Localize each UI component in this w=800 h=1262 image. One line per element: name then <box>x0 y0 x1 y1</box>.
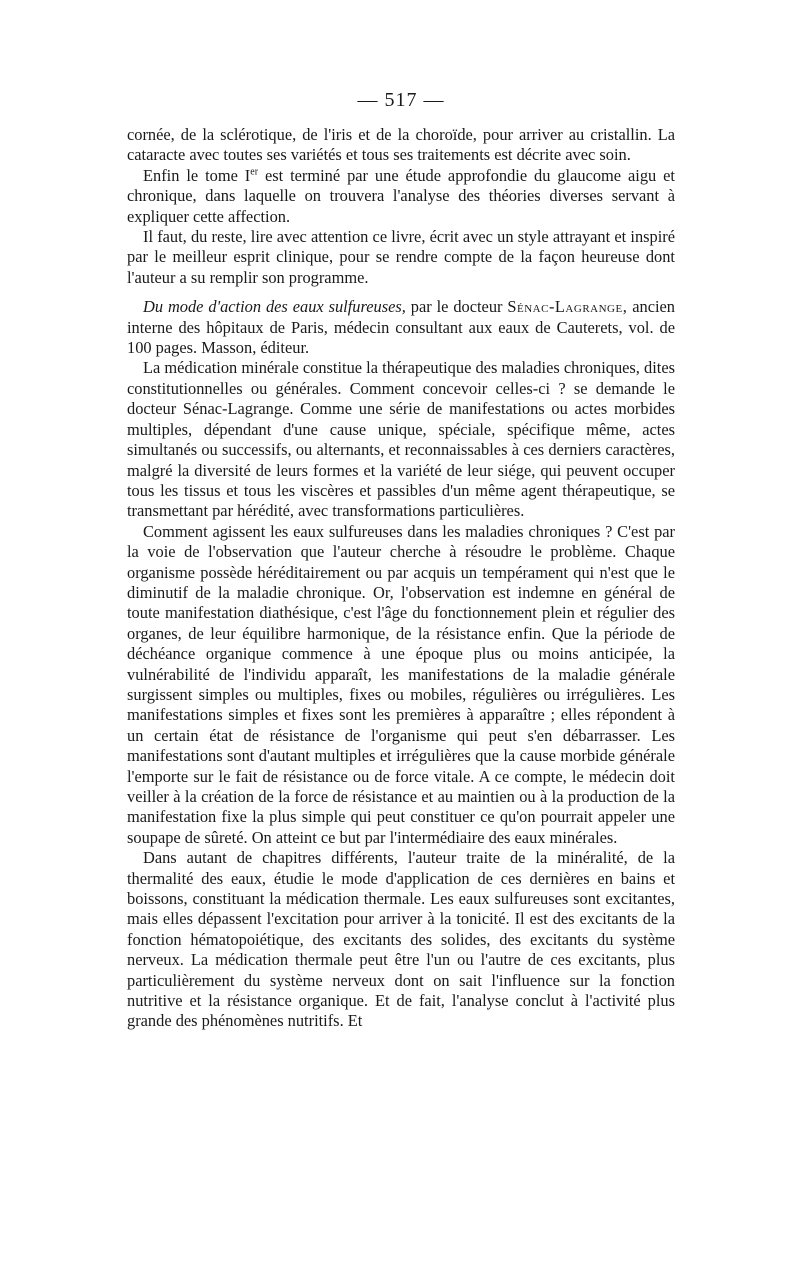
book-page <box>127 88 675 1032</box>
paragraph-cornea-continuation: cornée, de la sclérotique, de l'iris et de la choroïde, pour arriver au cristallin. La cataracte avec toutes ses variétés et tous ses traitements est décrite avec soin. <box>127 125 675 165</box>
paragraph-sulfurous-waters: Comment agissent les eaux sulfureuses dans les maladies chroniques ? C'est par la voie de l'observation que l'auteur cherche à résoudre le problème. Chaque organisme possède héréditairement ou par acquis un tempérament qui n'est que le diminutif de la maladie chronique. Or, l'observation est indemne en général de toute manifestation diathésique, c'est l'âge du fonctionnement plein et régulier des organes, de leur équilibre harmonique, de la résistance enfin. Que la période de déchéance organique commence à une époque plus ou moins anticipée, la vulnérabilité de l'individu apparaît, les manifestations de la maladie générale surgissent simples ou multiples, fixes ou mobiles, régulières ou irrégulières. Les manifestations simples et fixes sont les premières à apparaître ; elles répondent à un certain état de résistance de l'organisme qui peut s'en débarrasser. Les manifestations sont d'autant multiples et irrégulières que la cause morbide générale l'emporte sur le fait de résistance ou de force vitale. A ce compte, le médecin doit veiller à la création de la force de résistance et au maintien ou à la production de la manifestation fixe la plus simple qui peut constituer ce qu'on pourrait appeler une soupape de sûreté. On atteint ce but par l'intermédiaire des eaux minérales. <box>127 521 675 847</box>
paragraph-conclusion: Il faut, du reste, lire avec attention ce livre, écrit avec un style attrayant et inspiré par le meilleur esprit clinique, pour se rendre compte de la façon heureuse dont l'auteur a su remplir son programme. <box>127 227 675 287</box>
paragraph-chapters: Dans autant de chapitres différents, l'auteur traite de la minéralité, de la thermalité des eaux, étudie le mode d'application de ces dernières en bains et boissons, constituant la médication thermale. Les eaux sulfureuses sont excitantes, mais elles dépassent l'excitation pour arriver à la tonicité. Il est des excitants de la fonction hématopoiétique, des excitants des solides, des excitants du système nerveux. La médication thermale peut être l'un ou l'autre de ces excitants, plus particulièrement du système nerveux dont on sait l'influence sur la fonction nutritive et la résistance organique. Et de fait, l'analyse conclut à l'activité plus grande des phénomènes nutritifs. Et <box>127 848 675 1031</box>
superscript-er: er <box>250 166 259 178</box>
review-heading-paragraph <box>127 297 675 358</box>
paragraph-glaucoma <box>127 166 675 227</box>
review-author-name: Sénac-Lagrange, <box>507 297 628 317</box>
paragraph-glaucoma-rest: est terminé par une étude approfondie du glaucome aigu et chronique, dans laquelle on trouvera l'analyse des théories diverses servant à expliquer cette affection. <box>127 165 675 226</box>
page-number: — 517 — <box>357 89 445 111</box>
review-book-title: Du mode d'action des eaux sulfureuses, <box>143 297 406 317</box>
paragraph-mineral-medication: La médication minérale constitue la thérapeutique des maladies chroniques, dites constitutionnelles ou générales. Comment concevoir celles-ci ? se demande le docteur Sénac-Lagrange. Comme une série de manifestations ou actes morbides multiples, dépendant d'une cause unique, spéciale, spécifique même, actes simultanés ou successifs, ou alternants, et reconnaissables à ces derniers caractères, malgré la diversité de leurs formes et la variété de leur siége, qui peuvent occuper tous les tissus et tous les viscères et passibles d'un même agent thérapeutique, se transmettant par hérédité, avec transformations particulières. <box>127 358 675 521</box>
review-publication-details: ancien interne des hôpitaux de Paris, médecin consultant aux eaux de Cauterets, vol. de 100 pages. Masson, éditeur. <box>127 297 675 358</box>
paragraph-glaucoma-start: Enfin le tome I <box>143 165 251 185</box>
review-by-text: par le docteur <box>405 297 508 317</box>
